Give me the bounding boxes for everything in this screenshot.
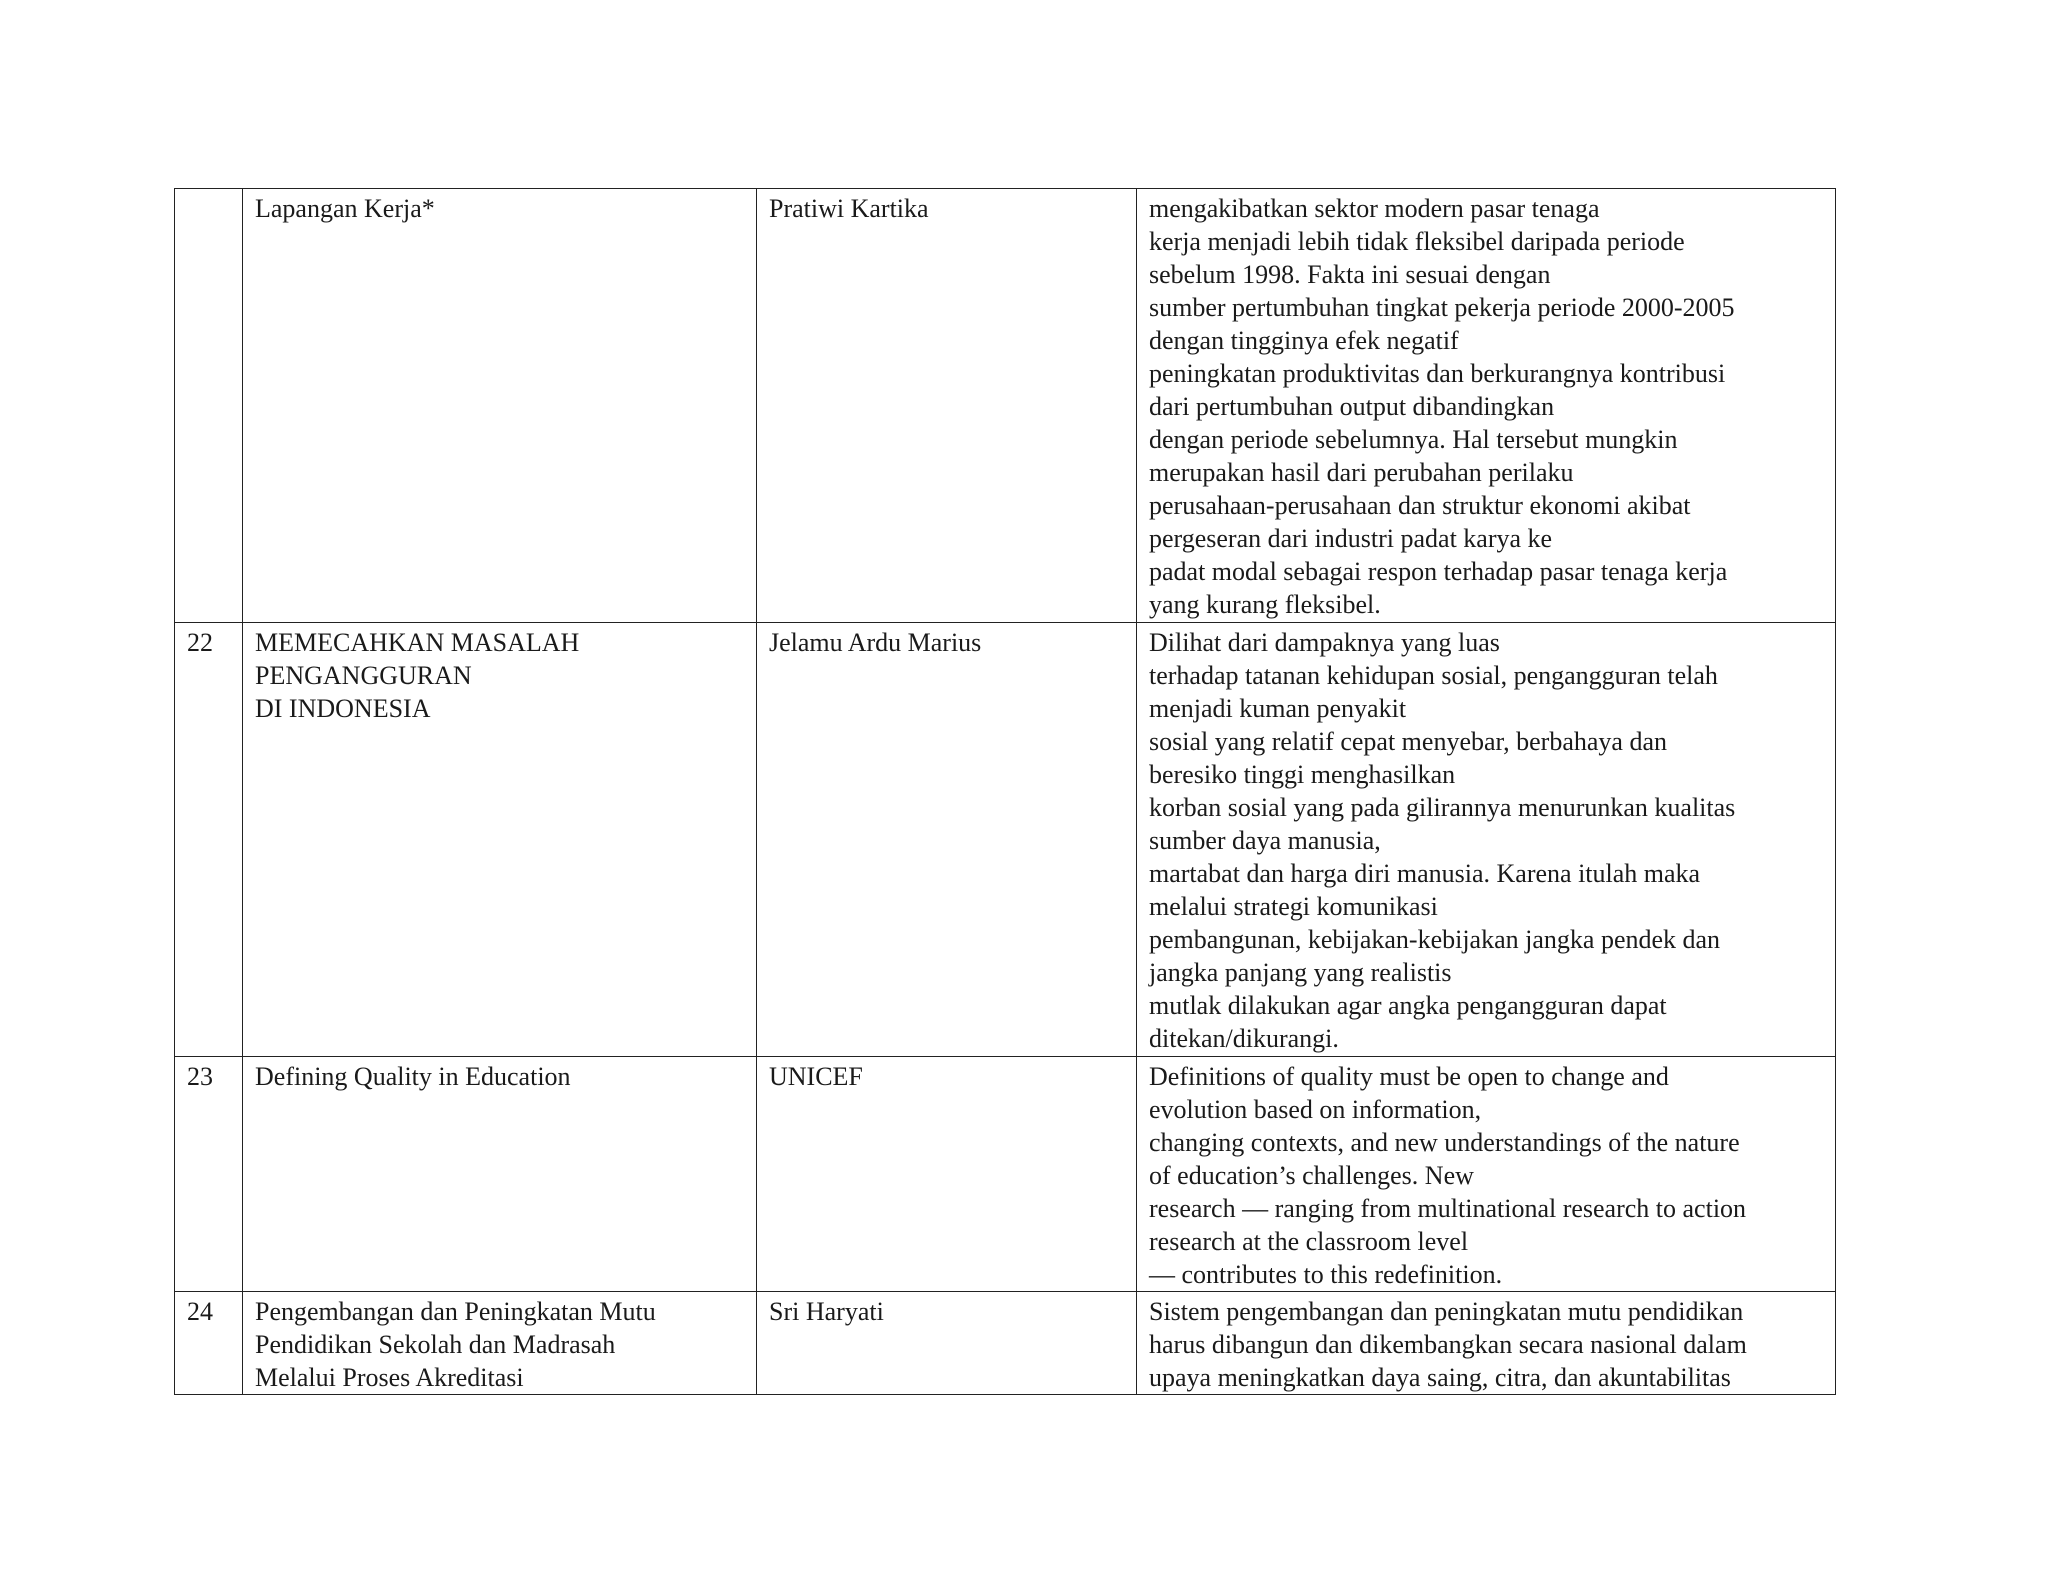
table-row [175, 1057, 1836, 1292]
summary-line: sumber pertumbuhan tingkat pekerja periode 2000-2005 [1149, 293, 1735, 322]
summary-line: beresiko tinggi menghasilkan [1149, 760, 1456, 789]
row-number-cell [175, 623, 243, 1057]
table-row [175, 623, 1836, 1057]
summary-line: Definitions of quality must be open to change and [1149, 1062, 1669, 1091]
author-name: UNICEF [769, 1062, 863, 1091]
summary-line: sumber daya manusia, [1149, 826, 1381, 855]
literature-review-table [174, 188, 1836, 1395]
title-line: Melalui Proses Akreditasi [255, 1363, 524, 1392]
summary-line: dengan tingginya efek negatif [1149, 326, 1459, 355]
title-line: MEMECAHKAN MASALAH [255, 628, 580, 657]
table-row [175, 1292, 1836, 1395]
title-cell [243, 623, 757, 1057]
summary-line: menjadi kuman penyakit [1149, 694, 1407, 723]
summary-line: perusahaan-perusahaan dan struktur ekonomi akibat [1149, 491, 1691, 520]
table-row [175, 189, 1836, 623]
summary-line: sebelum 1998. Fakta ini sesuai dengan [1149, 260, 1551, 289]
title-cell [243, 189, 757, 623]
summary-line: peningkatan produktivitas dan berkurangnya kontribusi [1149, 359, 1726, 388]
author-cell [757, 1292, 1137, 1395]
summary-cell [1137, 623, 1836, 1057]
author-name: Pratiwi Kartika [769, 194, 929, 223]
summary-line: dengan periode sebelumnya. Hal tersebut mungkin [1149, 425, 1678, 454]
summary-line: yang kurang fleksibel. [1149, 590, 1381, 619]
summary-line: changing contexts, and new understandings of the nature [1149, 1128, 1740, 1157]
summary-line: kerja menjadi lebih tidak fleksibel daripada periode [1149, 227, 1685, 256]
summary-cell [1137, 1057, 1836, 1292]
row-number-cell [175, 1057, 243, 1292]
author-name: Jelamu Ardu Marius [769, 628, 982, 657]
title-cell [243, 1057, 757, 1292]
summary-line: research at the classroom level [1149, 1227, 1469, 1256]
summary-line: ditekan/dikurangi. [1149, 1024, 1339, 1053]
author-cell [757, 189, 1137, 623]
summary-line: padat modal sebagai respon terhadap pasar tenaga kerja [1149, 557, 1728, 586]
table-body [175, 189, 1836, 1395]
summary-line: Sistem pengembangan dan peningkatan mutu pendidikan [1149, 1297, 1744, 1326]
row-number: 23 [187, 1062, 213, 1091]
title-line: DI INDONESIA [255, 694, 431, 723]
title-line: Pendidikan Sekolah dan Madrasah [255, 1330, 616, 1359]
summary-line: mutlak dilakukan agar angka pengangguran dapat [1149, 991, 1667, 1020]
summary-line: jangka panjang yang realistis [1149, 958, 1452, 987]
title-line: PENGANGGURAN [255, 661, 472, 690]
summary-line: merupakan hasil dari perubahan perilaku [1149, 458, 1574, 487]
summary-line: korban sosial yang pada gilirannya menurunkan kualitas [1149, 793, 1736, 822]
row-number-cell [175, 1292, 243, 1395]
summary-line: Dilihat dari dampaknya yang luas [1149, 628, 1500, 657]
summary-line: martabat dan harga diri manusia. Karena itulah maka [1149, 859, 1701, 888]
author-cell [757, 1057, 1137, 1292]
row-number: 24 [187, 1297, 213, 1326]
title-line: Lapangan Kerja* [255, 194, 435, 223]
row-number: 22 [187, 628, 213, 657]
summary-line: pergeseran dari industri padat karya ke [1149, 524, 1553, 553]
summary-cell [1137, 189, 1836, 623]
summary-line: evolution based on information, [1149, 1095, 1482, 1124]
row-number-cell [175, 189, 243, 623]
summary-line: mengakibatkan sektor modern pasar tenaga [1149, 194, 1600, 223]
summary-line: harus dibangun dan dikembangkan secara nasional dalam [1149, 1330, 1747, 1359]
summary-line: of education’s challenges. New [1149, 1161, 1474, 1190]
author-name: Sri Haryati [769, 1297, 884, 1326]
summary-line: sosial yang relatif cepat menyebar, berbahaya dan [1149, 727, 1667, 756]
summary-line: pembangunan, kebijakan-kebijakan jangka pendek dan [1149, 925, 1721, 954]
summary-cell [1137, 1292, 1836, 1395]
author-cell [757, 623, 1137, 1057]
summary-line: upaya meningkatkan daya saing, citra, dan akuntabilitas [1149, 1363, 1731, 1392]
title-line: Pengembangan dan Peningkatan Mutu [255, 1297, 656, 1326]
summary-line: melalui strategi komunikasi [1149, 892, 1438, 921]
summary-line: terhadap tatanan kehidupan sosial, pengangguran telah [1149, 661, 1718, 690]
summary-line: dari pertumbuhan output dibandingkan [1149, 392, 1555, 421]
title-cell [243, 1292, 757, 1395]
summary-line: — contributes to this redefinition. [1149, 1260, 1503, 1289]
summary-line: research — ranging from multinational research to action [1149, 1194, 1747, 1223]
title-line: Defining Quality in Education [255, 1062, 571, 1091]
